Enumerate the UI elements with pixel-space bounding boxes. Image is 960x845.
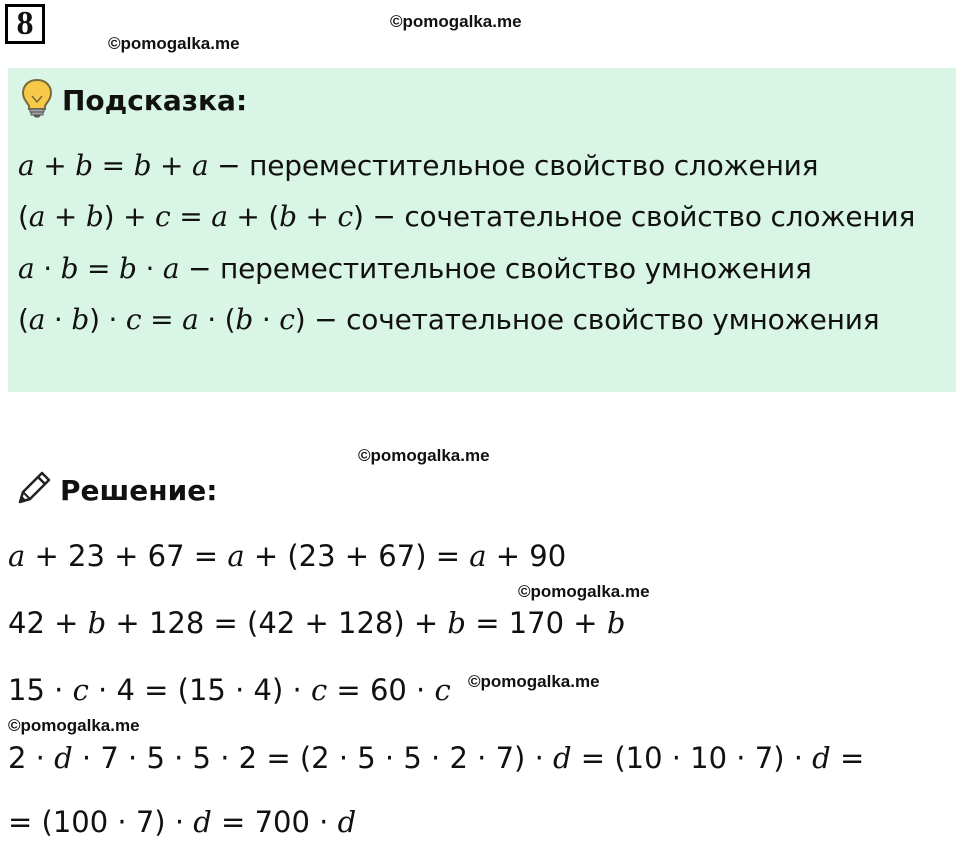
- solution-heading: [14, 468, 217, 512]
- var: a: [162, 252, 180, 285]
- expr: 42 +: [8, 606, 88, 640]
- expr: =: [830, 741, 865, 775]
- var: c: [337, 200, 353, 233]
- hint-line: [18, 302, 879, 338]
- var: b: [279, 200, 297, 233]
- var: c: [434, 673, 451, 707]
- expr: ·: [253, 303, 280, 336]
- solution-equation: [8, 538, 566, 574]
- hint-text: − переместительное свойство умножения: [179, 252, 812, 285]
- var: d: [337, 805, 357, 839]
- expr: + 128 = (42 + 128) +: [106, 606, 448, 640]
- expr: + (23 + 67) =: [244, 539, 470, 573]
- expr: ) +: [103, 200, 156, 233]
- hint-text: − сочетательное свойство сложения: [363, 200, 916, 233]
- solution-equation: [8, 804, 356, 840]
- hint-text: − переместительное свойство сложения: [208, 149, 819, 182]
- expr: (: [18, 200, 29, 233]
- var: d: [54, 741, 73, 775]
- watermark: ©pomogalka.me: [108, 34, 240, 53]
- expr: =: [170, 200, 212, 233]
- expr: + (: [227, 200, 280, 233]
- expr: =: [92, 149, 134, 182]
- expr: · (: [198, 303, 236, 336]
- expr: +: [34, 149, 76, 182]
- expr: = (10 · 10 · 7) ·: [571, 741, 813, 775]
- expr: =: [78, 252, 120, 285]
- var: d: [193, 805, 212, 839]
- watermark: ©pomogalka.me: [8, 716, 140, 735]
- var: c: [279, 303, 295, 336]
- var: d: [553, 741, 572, 775]
- expr: + 90: [486, 539, 567, 573]
- hint-line: [18, 199, 915, 235]
- expr: 15 ·: [8, 673, 73, 707]
- expr: = 170 +: [465, 606, 607, 640]
- var: c: [310, 673, 328, 707]
- var: d: [812, 741, 831, 775]
- expr: ) ·: [89, 303, 126, 336]
- task-number: 8: [5, 4, 45, 44]
- var: b: [85, 200, 104, 233]
- expr: +: [151, 149, 192, 182]
- var: a: [28, 200, 46, 233]
- var: c: [72, 673, 89, 707]
- var: b: [75, 149, 93, 182]
- var: b: [447, 606, 466, 640]
- var: c: [125, 303, 142, 336]
- expr: = 700 ·: [211, 805, 338, 839]
- hint-heading: [20, 80, 247, 120]
- expr: = (100 · 7) ·: [8, 805, 194, 839]
- var: a: [469, 539, 487, 573]
- expr: (: [18, 303, 29, 336]
- var: a: [182, 303, 199, 336]
- solution-equation: [8, 672, 451, 708]
- expr: · 7 · 5 · 5 · 2 = (2 · 5 · 5 · 2 · 7) ·: [72, 741, 553, 775]
- hint-text: − сочетательное свойство умножения: [305, 303, 880, 336]
- var: a: [191, 149, 209, 182]
- var: a: [211, 200, 228, 233]
- var: a: [18, 252, 35, 285]
- expr: ·: [34, 252, 61, 285]
- var: c: [155, 200, 171, 233]
- watermark: ©pomogalka.me: [358, 446, 490, 465]
- solution-equation: [8, 605, 625, 641]
- watermark: ©pomogalka.me: [468, 672, 600, 691]
- var: a: [227, 539, 245, 573]
- hint-line: [18, 251, 812, 287]
- var: b: [235, 303, 254, 336]
- var: b: [133, 149, 152, 182]
- expr: +: [296, 200, 338, 233]
- expr: · 4 = (15 · 4) ·: [88, 673, 311, 707]
- lightbulb-icon: [20, 78, 54, 123]
- solution-title: Решение:: [60, 473, 218, 507]
- var: b: [119, 252, 137, 285]
- expr: 2 ·: [8, 741, 55, 775]
- var: b: [60, 252, 79, 285]
- var: a: [8, 539, 26, 573]
- expr: ): [294, 303, 306, 336]
- var: a: [28, 303, 46, 336]
- expr: +: [45, 200, 86, 233]
- expr: ): [352, 200, 364, 233]
- var: a: [18, 149, 35, 182]
- pencil-icon: [14, 468, 54, 513]
- expr: =: [141, 303, 183, 336]
- var: b: [606, 606, 626, 640]
- expr: ·: [136, 252, 163, 285]
- var: b: [71, 303, 90, 336]
- hint-line: [18, 148, 818, 184]
- var: b: [87, 606, 107, 640]
- hint-title: Подсказка:: [62, 83, 248, 117]
- solution-equation: [8, 740, 864, 776]
- watermark: ©pomogalka.me: [518, 582, 650, 601]
- expr: + 23 + 67 =: [25, 539, 228, 573]
- expr: = 60 ·: [327, 673, 435, 707]
- expr: ·: [45, 303, 72, 336]
- watermark: ©pomogalka.me: [390, 12, 522, 31]
